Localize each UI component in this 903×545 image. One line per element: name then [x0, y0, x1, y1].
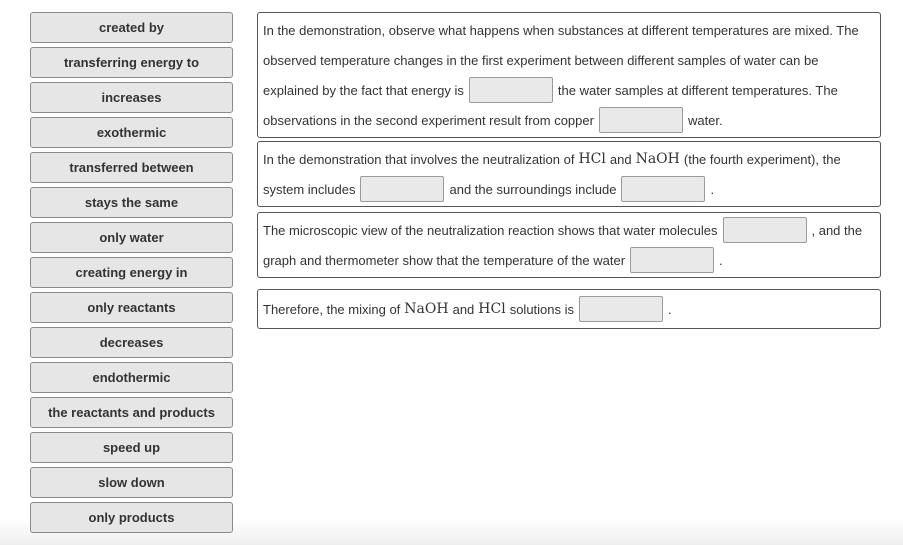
- chip-transferring-energy-to[interactable]: transferring energy to: [30, 47, 233, 78]
- panel4-text-a: Therefore, the mixing of: [263, 301, 401, 317]
- drop-slot-copper[interactable]: [599, 107, 683, 133]
- drop-slot-temperature[interactable]: [630, 247, 714, 273]
- chip-created-by[interactable]: created by: [30, 12, 233, 43]
- chip-only-water[interactable]: only water: [30, 222, 233, 253]
- chip-increases[interactable]: increases: [30, 82, 233, 113]
- drop-slot-system[interactable]: [360, 176, 444, 202]
- chip-creating-energy-in[interactable]: creating energy in: [30, 257, 233, 288]
- question-panel-1: [257, 12, 881, 138]
- chip-stays-the-same[interactable]: stays the same: [30, 187, 233, 218]
- chip-speed-up[interactable]: speed up: [30, 432, 233, 463]
- panel1-text-1: In the demonstration, observe what happens when substances at different temperatures are mixed. The: [263, 22, 859, 38]
- chip-endothermic[interactable]: endothermic: [30, 362, 233, 393]
- panel4-text-c: .: [668, 301, 672, 317]
- chip-transferred-between[interactable]: transferred between: [30, 152, 233, 183]
- panel3-text-1a: The microscopic view of the neutralization reaction shows that water molecules: [263, 222, 718, 238]
- panel1-text-4b: water.: [687, 112, 723, 128]
- word-bank: [30, 12, 234, 537]
- panel3-text-2a: graph and thermometer show that the temperature of the water: [263, 252, 626, 268]
- panel1-text-3b: the water samples at different temperatures. The: [557, 82, 838, 98]
- panel2-text-2a: system includes: [263, 181, 356, 197]
- chip-slow-down[interactable]: slow down: [30, 467, 233, 498]
- formula-naoh: NaOH: [635, 151, 680, 167]
- drop-slot-energy[interactable]: [469, 77, 553, 103]
- question-panel-3: [257, 212, 881, 278]
- panel3-text-2b: .: [719, 252, 723, 268]
- chip-only-products[interactable]: only products: [30, 502, 233, 533]
- formula-hcl-2: HCl: [478, 301, 506, 317]
- drop-slot-mixing[interactable]: [579, 296, 663, 322]
- panel2-text-1a: In the demonstration that involves the neutralization of: [263, 151, 575, 167]
- panel2-and: and: [609, 151, 632, 167]
- question-panel-2: [257, 141, 881, 207]
- panel1-text-4a: observations in the second experiment result from copper: [263, 112, 594, 128]
- drop-slot-surroundings[interactable]: [621, 176, 705, 202]
- drop-slot-water-molecules[interactable]: [723, 217, 807, 243]
- chip-only-reactants[interactable]: only reactants: [30, 292, 233, 323]
- panel4-and: and: [452, 301, 475, 317]
- panel2-text-2c: .: [710, 181, 715, 197]
- formula-hcl: HCl: [578, 151, 606, 167]
- question-panel-4: [257, 289, 881, 329]
- chip-exothermic[interactable]: exothermic: [30, 117, 233, 148]
- chip-reactants-and-products[interactable]: the reactants and products: [30, 397, 233, 428]
- panel4-text-b: solutions is: [509, 301, 575, 317]
- panel2-text-1b: (the fourth experiment), the: [683, 151, 841, 167]
- formula-naoh-2: NaOH: [404, 301, 449, 317]
- panel1-text-2: observed temperature changes in the first experiment between different samples of water can be: [263, 52, 819, 68]
- panel1-text-3a: explained by the fact that energy is: [263, 82, 464, 98]
- chip-decreases[interactable]: decreases: [30, 327, 233, 358]
- panel3-text-1b: , and the: [811, 222, 863, 238]
- panel2-text-2b: and the surroundings include: [449, 181, 617, 197]
